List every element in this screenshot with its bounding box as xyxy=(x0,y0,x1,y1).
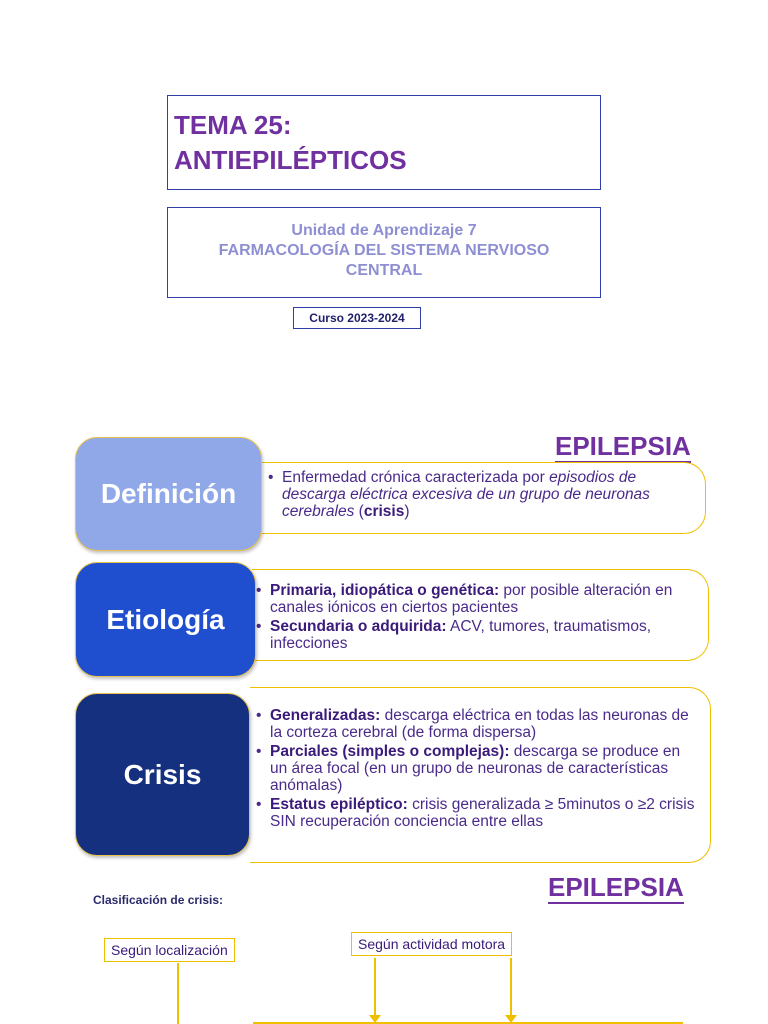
definicion-info-box xyxy=(262,462,706,534)
course-badge: Curso 2023-2024 xyxy=(293,307,421,329)
crisis-item: • Generalizadas: descarga eléctrica en todas las neuronas de la corteza cerebral (de forma dispersa) xyxy=(256,707,700,741)
etiologia-item: • Secundaria o adquirida: ACV, tumores, traumatismos, infecciones xyxy=(256,618,698,652)
etiologia-item: • Primaria, idiopática o genética: por posible alteración en canales iónicos en ciertos pacientes xyxy=(256,582,698,616)
unit-line-2: FARMACOLOGÍA DEL SISTEMA NERVIOSO xyxy=(218,242,550,259)
crisis-item: • Estatus epiléptico: crisis generalizada ≥ 5minutos o ≥2 crisis SIN recuperación conciencia entre ellas xyxy=(256,796,700,830)
unit-line-1: Unidad de Aprendizaje 7 xyxy=(291,222,477,239)
epilepsia-heading: EPILEPSIA xyxy=(555,431,691,461)
epilepsia-heading-2: EPILEPSIA xyxy=(548,872,684,902)
definicion-text: • Enfermedad crónica caracterizada por episodios de descarga eléctrica excesiva de un grupo de neuronas cerebrales (crisis) xyxy=(268,469,695,520)
connector-line xyxy=(510,958,512,1018)
crisis-list xyxy=(256,707,700,830)
etiologia-info-box xyxy=(252,569,709,661)
definicion-label: Definición xyxy=(75,437,262,551)
crisis-label: Crisis xyxy=(75,693,250,856)
clasificacion-title: Clasificación de crisis: xyxy=(93,893,224,907)
title-line-2: ANTIEPILÉPTICOS xyxy=(174,145,407,175)
node-segun-localizacion: Según localización xyxy=(104,938,235,962)
crisis-info-box xyxy=(250,687,711,863)
title-line-1: TEMA 25: xyxy=(174,110,292,140)
unit-box xyxy=(167,207,601,298)
connector-line xyxy=(177,963,179,1024)
title-box xyxy=(167,95,601,190)
etiologia-label: Etiología xyxy=(75,562,256,677)
etiologia-list xyxy=(256,582,698,652)
unit-line-3: CENTRAL xyxy=(345,262,423,279)
connector-line xyxy=(374,958,376,1018)
crisis-item: • Parciales (simples o complejas): descarga se produce en un área focal (en un grupo de neuronas de características anómalas) xyxy=(256,743,700,794)
node-segun-actividad-motora: Según actividad motora xyxy=(351,932,512,956)
